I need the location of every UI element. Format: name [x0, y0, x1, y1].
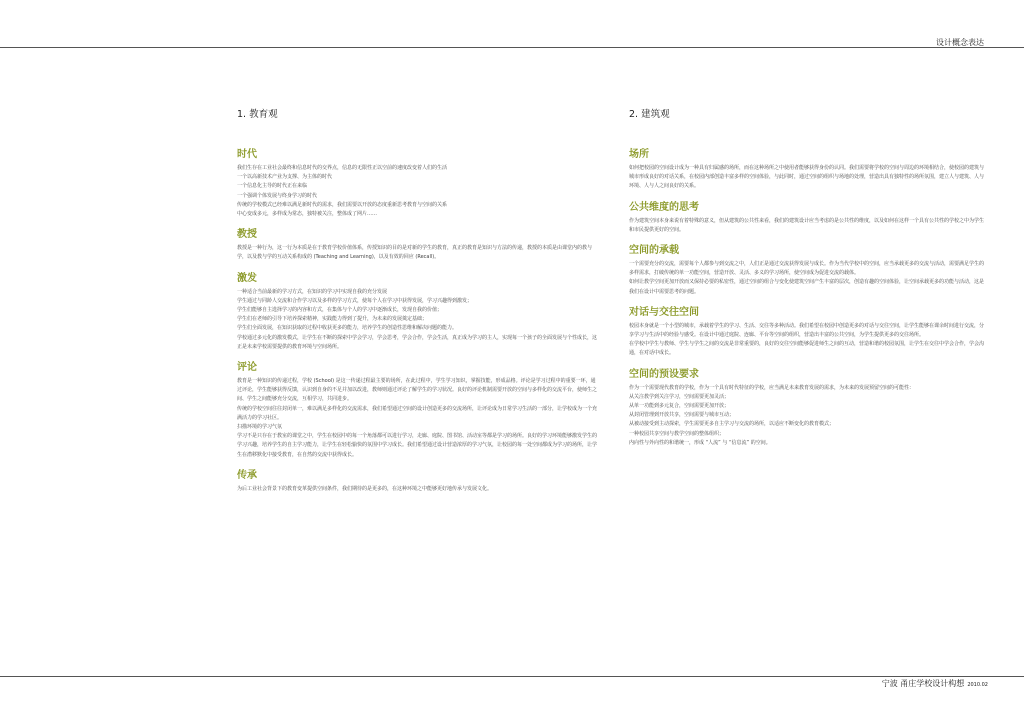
section-title: 教授 [237, 229, 257, 241]
footer [882, 678, 988, 689]
section [629, 149, 987, 192]
paragraph: 教育是一种知识的传递过程，学校 (School) 是这一传递过程最主要的场所，在此过程中，学生学习知识，掌握技能，形成品格。评论是学习过程中的重要一环，通过评论，学生能够获得反馈，认识到自身的不足并加以改进，教师则通过评论了解学生的学习状况。良好的评论机制需要开放的空间与多样化的交流平台，使师生之间、学生之间能够充分交流，互相学习，共同进步。 [237, 378, 598, 403]
paragraph: 学校通过多元化的激发模式，让学生在不断的探索中学会学习，学会思考，学会合作，学会生活，真正成为学习的主人，实现每一个孩子的全面发展与个性成长，这正是未来学校需要提供的教育环境与空间场所。 [237, 334, 598, 350]
paragraph: 一种适合当前最新的学习方式，在知识的学习中实现自我的充分发展 [237, 288, 388, 295]
section-title: 公共维度的思考 [629, 201, 699, 213]
section [237, 362, 597, 460]
paragraph: 从封闭管理到开放共享，空间需要与城市互动； [629, 412, 735, 419]
paragraph: 从单一功能到多元复合，空间需要更加开放； [629, 403, 730, 410]
section [237, 229, 597, 262]
paragraph: 校园本身就是一个小型的城市，承载着学生的学习、生活、交往等多种活动。我们希望在校园中创造更多的对话与交往空间，让学生能够在课余时间进行交流，分享学习与生活中的经验与感受。在设计中通过庭院、连廊、平台等空间的组织，营造出丰富的公共空间，为学生提供更多的交往场所。 [629, 322, 985, 339]
section [629, 245, 987, 297]
section-title: 空间的承载 [629, 245, 679, 257]
paragraph: 在学校中学生与教师、学生与学生之间的交流是非常重要的，良好的交往空间能够促进师生之间的互动，营造和谐的校园氛围，让学生在交往中学会合作，学会沟通，在对话中成长。 [629, 341, 985, 357]
paragraph: 学生们全面发展，在知识获取的过程中收获更多的能力，培养学生的创造性思维和解决问题的能力。 [237, 325, 458, 332]
footer-title: 宁波 甬庄学校设计构想 [881, 679, 965, 688]
section [629, 369, 987, 448]
left-sections [237, 149, 597, 494]
paragraph: 教授是一种行为，这一行为本质是在于教育学校价值体系，传授知识的目的是对新的学生的教育，真正的教育是知识与方法的传递，教授的本质是由课堂内的教与学，以及教与学的互动关系构成的 (Teaching and Learning)，以及有效的回应 (Recall)。 [237, 245, 593, 261]
paragraph: 学生们能够自主选择学习的内容和方式，在集体与个人的学习中逐渐成长，发现自我的价值； [237, 307, 443, 314]
paragraph: 学习不是只存在于教室的课堂之中，学生在校园中的每一个角落都可以进行学习，走廊、庭院、图书馆、活动室等都是学习的场所。良好的学习环境能够激发学生的学习兴趣，培养学生的自主学习能力，让学生在轻松愉快的氛围中学习成长。我们希望通过设计营造浓厚的学习气氛，让校园的每一处空间都成为学习的场所，让学生在潜移默化中接受教育，在自然的交流中获得成长。 [237, 433, 598, 458]
paragraph: 为后工业社会背景下的教育变革提供空间条件，我们期待的是更多的，在这种环境之中能够更好地传承与发展文化。 [237, 485, 493, 492]
paragraph: 内向性与外向性的和谐统一，形成 “人流” 与 “信息流” 的空间。 [629, 439, 771, 446]
paragraph: 扫描环境的学习气氛 [237, 424, 283, 431]
left-column-heading: 1. 教育观 [237, 109, 278, 120]
paragraph: 作为一个需要现代教育的学校，作为一个具有时代特征的学校，应当满足未来教育发展的需求，为未来的发展预留空间的可能性： [629, 384, 915, 391]
section [237, 273, 597, 352]
paragraph: 如何让教学空间更加开放而又保持必要的私密性，通过空间的组合与变化使建筑空间产生丰富的层次，创造有趣的空间体验，让空间承载更多的功能与活动，这是我们在设计中需要思考的问题。 [629, 279, 985, 295]
section [237, 149, 597, 219]
footer-date: 2010.02 [967, 682, 988, 688]
section [237, 470, 597, 494]
section [629, 202, 987, 235]
section-title: 对话与交往空间 [629, 306, 699, 318]
paragraph: 一个以高新技术产业为支撑、为主体的时代 [237, 174, 333, 181]
paragraph: 一个信息化主导的时代正在来临 [237, 183, 308, 190]
paragraph: 从关注教学到关注学习，空间需要更加灵活； [629, 393, 730, 400]
paragraph: 从被动接受到主动探索，学生需要更多自主学习与交流的场所，以适应不断变化的教育模式； [629, 421, 835, 428]
paragraph: 我们生存在工业社会最终和信息时代的交界点，信息的无限性正以空前的速度改变着人们的生活 [237, 165, 448, 171]
section-title: 评论 [237, 362, 257, 374]
section-title: 传承 [237, 469, 257, 481]
paragraph: 作为建筑空间本身来说有着特殊的意义，但从建筑的公共性来看，我们的建筑设计应当考虑的是公共性的维度，以及如何在这样一个具有公共性的学校之中为学生和市民提供更好的空间。 [629, 217, 985, 233]
section-title: 场所 [629, 149, 649, 160]
right-column-heading: 2. 建筑观 [629, 109, 670, 120]
paragraph: 中心变成多元，多样成为常态，独特被关注，整体成了网片…… [237, 211, 378, 218]
section [629, 307, 987, 359]
section-title: 空间的预设要求 [629, 368, 699, 380]
header-title: 设计概念表达 [936, 38, 984, 47]
section-title: 时代 [237, 149, 257, 160]
paragraph: 如何把校园的空间设计成为一种具有归属感的场所，而在这种场所之中使用者能够获得身份的认同。我们需要将学校的空间与周边的环境相结合，使校园的建筑与城市形成良好的对话关系，在校园内部创造丰富多样的空间体验，与此同时，通过空间的组织与场地的处理，营造出具有独特性的场所氛围，建立人与建筑、人与环境、人与人之间良好的关系。 [629, 165, 985, 190]
paragraph: 一个需要充分的交流，需要每个人都参与到交流之中，人们正是通过交流获得发展与成长。作为当代学校中的空间，应当承载更多的交流与活动，需要满足学生的多样需求，打破传统的单一功能空间，营造开放、灵活、多义的学习场所，使空间成为促进交流的载体。 [629, 261, 985, 277]
section-title: 激发 [237, 272, 257, 284]
footer-rule [0, 676, 1024, 677]
paragraph: 学生们在老师的引导下培养探索精神，实践能力得到了提升，为未来的发展奠定基础； [237, 316, 428, 323]
right-column [629, 106, 987, 458]
header-rule [0, 47, 1024, 48]
paragraph: 传统的学校模式已经难以满足新时代的需求，我们需要以开放的态度重新思考教育与空间的关系 [237, 201, 448, 208]
paragraph: 传统的学校空间往往封闭单一，难以满足多样化的交流需求，我们希望通过空间的设计创造更多的交流场所，让评论成为日常学习生活的一部分，让学校成为一个充满活力的学习社区。 [237, 405, 598, 421]
right-sections [629, 149, 987, 448]
left-column [237, 106, 597, 504]
paragraph: 一种校园共享空间与教学空间的整体组织； [629, 430, 725, 437]
paragraph: 一个强调个体发展与终身学习的时代 [237, 192, 318, 199]
paragraph: 学生通过与同龄人交流和合作学习以及多样的学习方式，使每个人在学习中获得发展，学习兴趣得到激发； [237, 297, 473, 304]
